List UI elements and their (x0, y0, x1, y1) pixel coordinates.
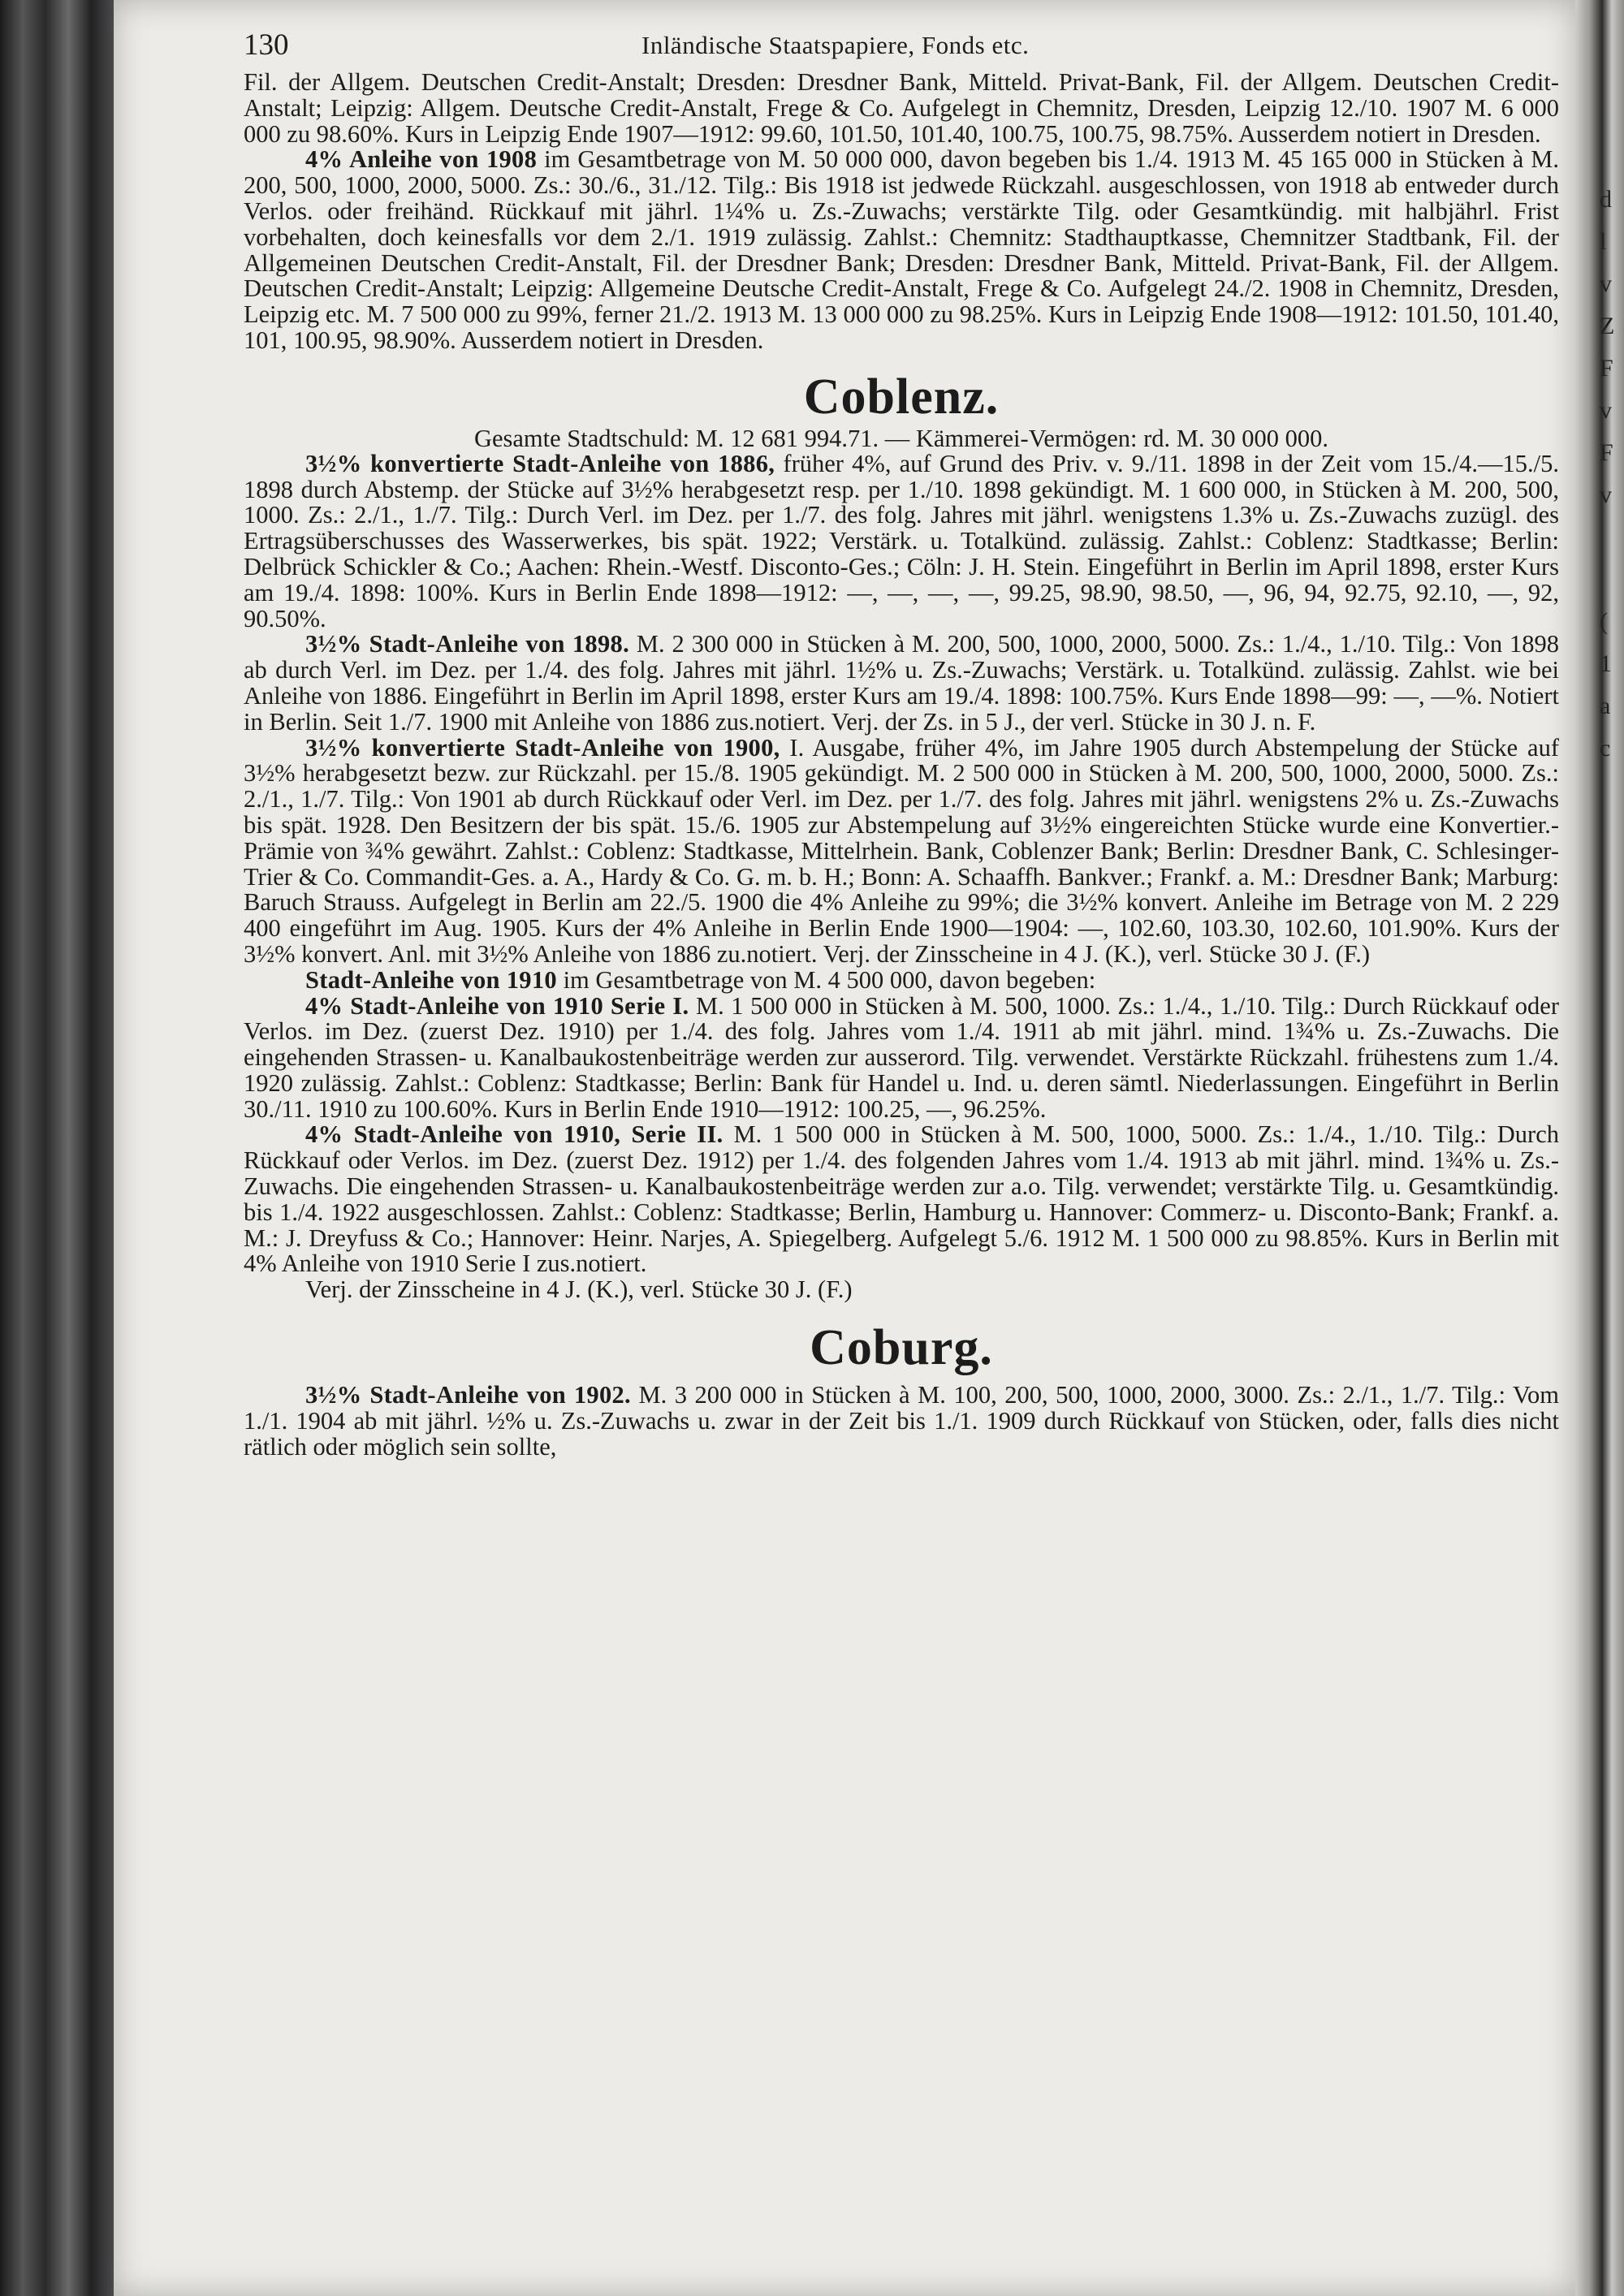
coblenz-anleihe-1898 (244, 632, 1559, 735)
page-header (244, 24, 1559, 70)
coblenz-anleihe-1910-serie-1 (244, 991, 1559, 1123)
chemnitz-anleihe-1908 (244, 147, 1559, 353)
bond-details: M. 1 500 000 in Stücken à M. 500, 1000, 5000. Zs.: 1./4., 1./10. Tilg.: Durch Rückkauf oder Verlos. im Dez. (zuerst Dez. 1912) per 1./4. des folgenden Jahres vom 1./4. 1913 ab mit jährl. mind. 1¾% u. Zs.-Zuwachs. Die eingehenden Strassen- u. Kanalbaukostenbeiträge werden zur a.o. Tilg. verwendet; verstärkte Tilg. u. Gesamtkündig. bis 1./4. 1922 ausgeschlossen. Zahlst.: Coblenz: Stadtkasse; Berlin, Hamburg u. Hannover: Commerz- u. Disconto-Bank; Frankf. a. M.: J. Dreyfuss & Co.; Hannover: Heinr. Narjes, A. Spiegelberg. Aufgelegt 5./6. 1912 M. 1 500 000 zu 98.85%. Kurs in Berlin mit 4% Anleihe von 1910 Serie I zus.notiert. (244, 1120, 1559, 1278)
bond-details: M. 2 300 000 in Stücken à M. 200, 500, 1000, 2000, 5000. Zs.: 1./4., 1./10. Tilg.: Von 1898 ab durch Verl. im Dez. per 1./4. des folg. Jahres mit jährl. 1½% u. Zs.-Zuwachs; Verstärk. u. Totalkünd. zulässig. Zahlst. wie bei Anleihe von 1886. Eingeführt in Berlin im April 1898, erster Kurs am 19./4. 1898: 100.75%. Kurs Ende 1898—99: —, —%. Notiert in Berlin. Seit 1./7. 1900 mit Anleihe von 1886 zus.notiert. Verj. der Zs. in 5 J., der verl. Stücke in 30 J. n. F. (244, 630, 1559, 736)
bond-title: 3½% konvertierte Stadt-Anleihe von 1900, (305, 733, 780, 762)
bond-details: M. 1 500 000 in Stücken à M. 500, 1000. Zs.: 1./4., 1./10. Tilg.: Durch Rückkauf oder Verlos. im Dez. (zuerst Dez. 1910) per 1./4. des folg. Jahres vom 1./4. 1911 ab mit jährl. mind. 1¾% u. Zs.-Zuwachs. Die eingehenden Strassen- u. Kanalbaukostenbeiträge werden zur ausserord. Tilg. verwendet. Verstärkte Rückzahl. frühestens zum 1./4. 1920 zulässig. Zahlst.: Coblenz: Stadtkasse; Berlin: Bank für Handel u. Ind. u. deren sämtl. Niederlassungen. Eingeführt in Berlin 30./11. 1910 zu 100.60%. Kurs in Berlin Ende 1910—1912: 100.25, —, 96.25%. (244, 991, 1559, 1123)
running-title: Inländische Staatspapiere, Fonds etc. (641, 31, 1030, 59)
bond-title: 4% Stadt-Anleihe von 1910, Serie II. (305, 1120, 723, 1149)
page-number: 130 (244, 28, 289, 62)
bond-title: 4% Anleihe von 1908 (305, 145, 538, 174)
bond-title: 3½% Stadt-Anleihe von 1898. (305, 630, 630, 658)
bond-details: I. Ausgabe, früher 4%, im Jahre 1905 durch Abstempelung der Stücke auf 3½% herabgesetzt bezw. zur Rückzahl. per 15./8. 1905 gekündigt. M. 2 500 000 in Stücken à M. 200, 500, 1000, 2000, 5000. Zs.: 2./1., 1./7. Tilg.: Von 1901 ab durch Rückkauf oder Verl. im Dez. per 1./7. des folg. Jahres mit jährl. wenigstens 2% u. Zs.-Zuwachs bis spät. 1928. Den Besitzern der bis spät. 15./6. 1905 zur Abstempelung auf 3½% eingereichten Stücke wurde eine Konvertier.-Prämie von ¾% gewährt. Zahlst.: Coblenz: Stadtkasse, Mittelrhein. Bank, Coblenzer Bank; Berlin: Dresdner Bank, C. Schlesinger-Trier & Co. Commandit-Ges. a. A., Hardy & Co. G. m. b. H.; Bonn: A. Schaaffh. Bankver.; Frankf. a. M.: Dresdner Bank; Marburg: Baruch Strauss. Aufgelegt in Berlin am 22./5. 1900 die 4% Anleihe zu 99%; die 3½% konvert. Anleihe im Betrage von M. 2 229 400 eingeführt im Aug. 1905. Kurs der 4% Anleihe in Berlin Ende 1900—1904: —, 102.60, 103.30, 102.60, 101.90%. Kurs der 3½% konvert. Anl. mit 3½% Anleihe von 1886 zu.notiert. Verj. der Zinsscheine in 4 J. (K.), verl. Stücke 30 J. (F.) (244, 733, 1559, 968)
bond-title: 4% Stadt-Anleihe von 1910 Serie I. (305, 991, 689, 1020)
book-binding (0, 0, 114, 2296)
bond-details: früher 4%, auf Grund des Priv. v. 9./11. 1898 in der Zeit vom 15./4.—15./5. 1898 durch Abstemp. der Stücke auf 3½% herabgesetzt resp. per 1./10. 1898 gekündigt. M. 1 600 000, in Stücken à M. 200, 500, 1000. Zs.: 2./1., 1./7. Tilg.: Durch Verl. im Dez. per 1./7. des folg. Jahres mit jährl. wenigstens 1.3% u. Zs.-Zuwachs zuzügl. des Ertragsüberschusses des Wasserwerkes, bis spät. 1922; Verstärk. u. Totalkünd. zulässig. Zahlst.: Coblenz: Stadtkasse; Berlin: Delbrück Schickler & Co.; Aachen: Rhein.-Westf. Disconto-Ges.; Cöln: J. H. Stein. Eingeführt in Berlin im April 1898, erster Kurs am 19./4. 1898: 100%. Kurs in Berlin Ende 1898—1912: —, —, —, —, 99.25, 98.90, 98.50, —, 96, 94, 92.75, 92.10, —, 92, 90.50%. (244, 449, 1559, 632)
coblenz-summary: Gesamte Stadtschuld: M. 12 681 994.71. — Kämmerei-Vermögen: rd. M. 30 000 000. (473, 424, 1329, 452)
chemnitz-paragraph-continued: Fil. der Allgem. Deutschen Credit-Anstalt; Dresden: Dresdner Bank, Mitteld. Privat-Bank, Fil. der Allgem. Deutschen Credit-Anstalt; Leipzig: Allgem. Deutsche Credit-Anstalt, Frege & Co. Aufgelegt in Chemnitz, Dresden, Leipzig 12./10. 1907 M. 6 000 000 zu 98.60%. Kurs in Leipzig Ende 1907—1912: 99.60, 101.50, 101.40, 100.75, 100.75, 98.75%. Ausserdem notiert in Dresden. (244, 68, 1559, 148)
bond-title: Stadt-Anleihe von 1910 (305, 965, 557, 994)
bond-title: 3½% Stadt-Anleihe von 1902. (305, 1381, 631, 1409)
bond-title: 3½% konvertierte Stadt-Anleihe von 1886, (305, 449, 775, 477)
coburg-anleihe-1902 (244, 1383, 1559, 1460)
coblenz-verjaehrung-note: Verj. der Zinsscheine in 4 J. (K.), verl. Stücke 30 J. (F.) (305, 1275, 853, 1304)
coblenz-anleihe-1910 (244, 965, 1559, 994)
bond-details: im Gesamtbetrage von M. 4 500 000, davon begeben: (556, 965, 1096, 994)
coblenz-anleihe-1910-serie-2 (244, 1122, 1559, 1277)
coblenz-anleihe-1900 (244, 733, 1559, 968)
page-content (244, 24, 1559, 1460)
section-heading-coburg: Coburg. (810, 1320, 993, 1376)
adjacent-page-letters: d l v Z F v F v ( 1 a c (1600, 186, 1615, 762)
bond-details: im Gesamtbetrage von M. 50 000 000, davon begeben bis 1./4. 1913 M. 45 165 000 in Stücken à M. 200, 500, 1000, 2000, 5000. Zs.: 30./6., 31./12. Tilg.: Bis 1918 ist jedwede Rückzahl. ausgeschlossen, von 1918 ab entweder durch Verlos. oder freihänd. Rückkauf mit jährl. 1¼% u. Zs.-Zuwachs; verstärkte Tilg. oder Gesamtkündig. mit halbjährl. Frist vorbehalten, doch keinesfalls vor dem 2./1. 1919 zulässig. Zahlst.: Chemnitz: Stadthauptkasse, Chemnitzer Stadtbank, Fil. der Allgemeinen Deutschen Credit-Anstalt, Fil. der Dresdner Bank; Dresden: Dresdner Bank, Mitteld. Privat-Bank, Fil. der Allgem. Deutschen Credit-Anstalt; Leipzig: Allgemeine Deutsche Credit-Anstalt, Frege & Co. Aufgelegt 24./2. 1908 in Chemnitz, Dresden, Leipzig etc. M. 7 500 000 zu 99%, ferner 21./2. 1913 M. 13 000 000 zu 98.25%. Kurs in Leipzig Ende 1908—1912: 101.50, 101.40, 101, 100.95, 98.90%. Ausserdem notiert in Dresden. (244, 145, 1559, 354)
bond-details: M. 3 200 000 in Stücken à M. 100, 200, 500, 1000, 2000, 3000. Zs.: 2./1., 1./7. Tilg.: Vom 1./1. 1904 ab mit jährl. ½% u. Zs.-Zuwachs u. zwar in der Zeit bis 1./1. 1909 durch Rückkauf von Stücken, oder, falls dies nicht rätlich oder möglich sein sollte, (244, 1381, 1559, 1461)
coblenz-anleihe-1886 (244, 451, 1559, 632)
section-heading-coblenz: Coblenz. (803, 369, 1000, 425)
